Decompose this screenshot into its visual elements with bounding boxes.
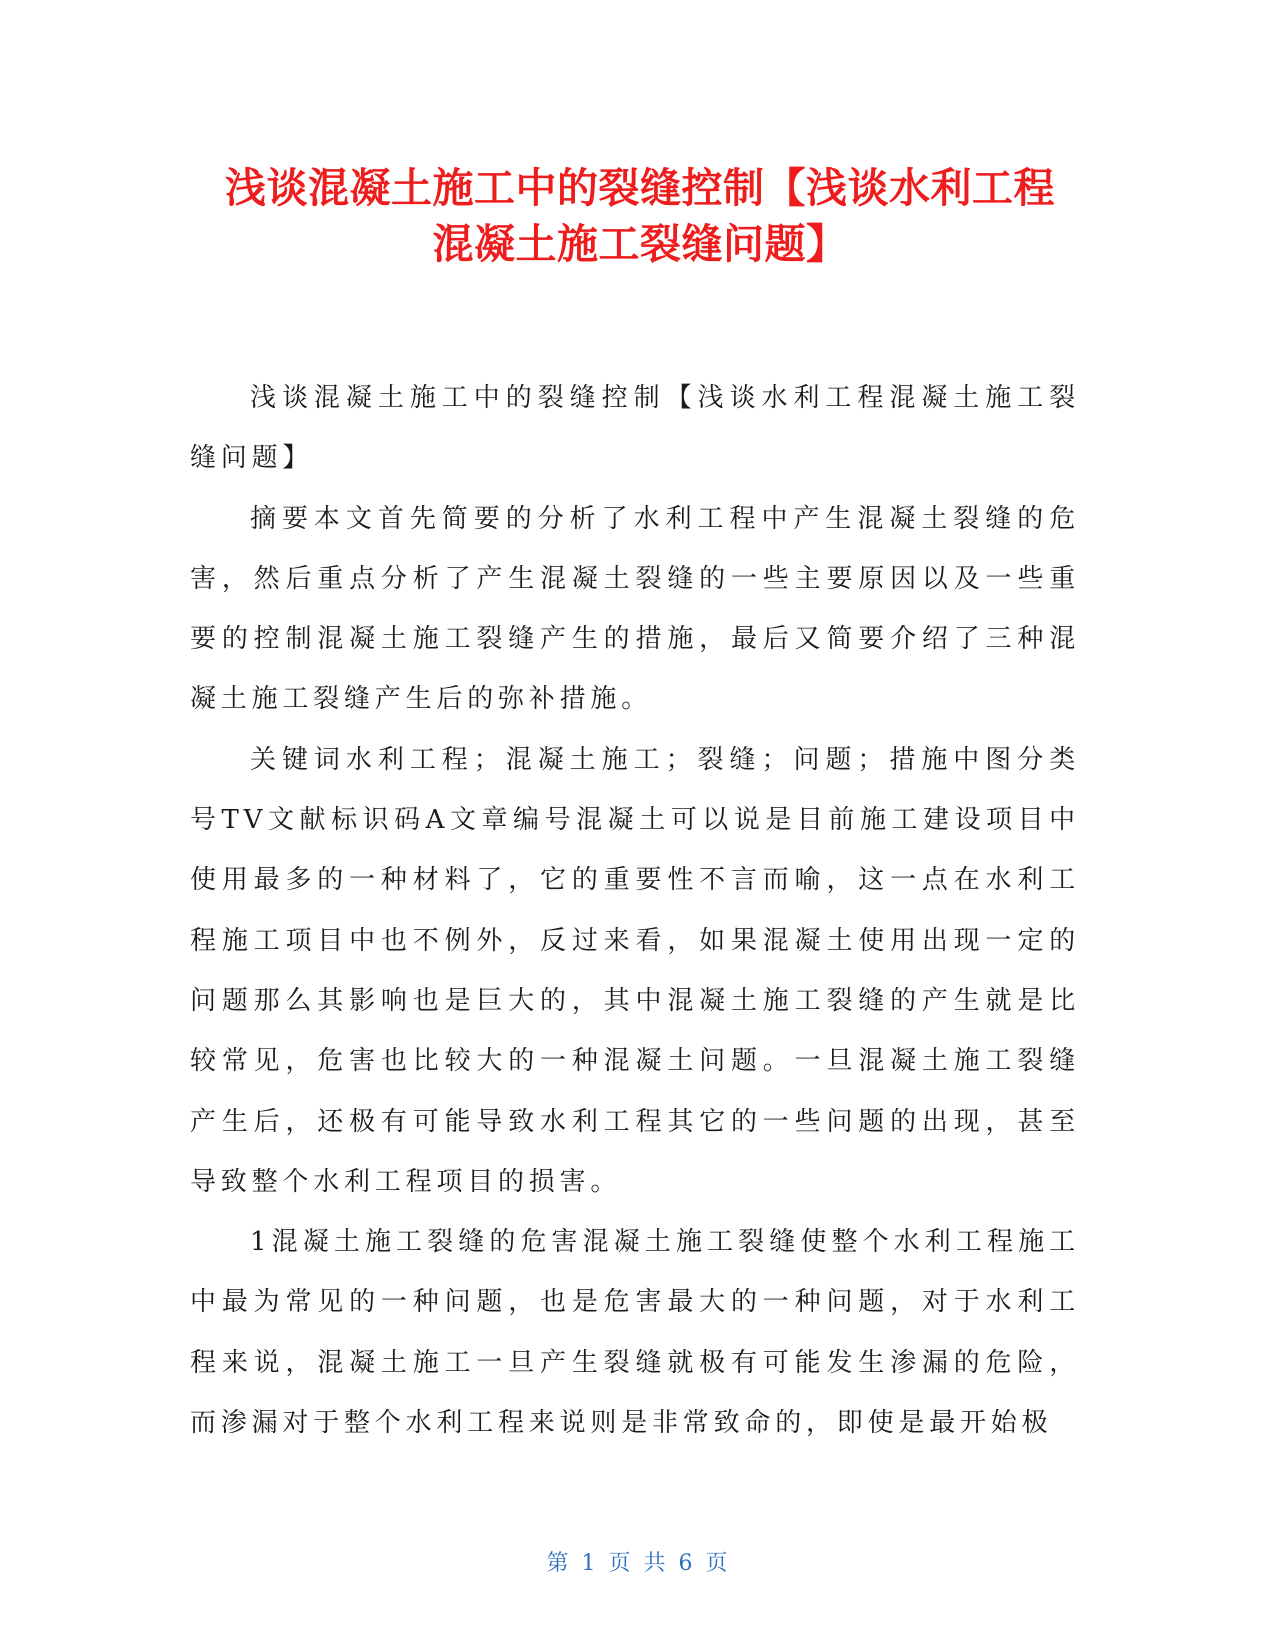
page-number-footer — [0, 1546, 1275, 1577]
footer-current-page: 1 — [581, 1551, 597, 1576]
footer-page-word: 页 — [608, 1551, 632, 1576]
paragraph-abstract: 摘要本文首先简要的分析了水利工程中产生混凝土裂缝的危害，然后重点分析了产生混凝土裂缝的一些主要原因以及一些重要的控制混凝土施工裂缝产生的措施，最后又简要介绍了三种混凝土施工裂缝产生后的弥补措施。 — [190, 503, 1080, 715]
title-line-2: 混凝土施工裂缝问题】 — [432, 220, 848, 268]
paragraph-heading-repeat: 浅谈混凝土施工中的裂缝控制【浅谈水利工程混凝土施工裂缝问题】 — [190, 383, 1080, 474]
footer-total-prefix: 共 — [643, 1551, 667, 1576]
title-line-1: 浅谈混凝土施工中的裂缝控制【浅谈水利工程 — [225, 164, 1055, 212]
paragraph-section-1: 1混凝土施工裂缝的危害混凝土施工裂缝使整个水利工程施工中最为常见的一种问题，也是危害最大的一种问题，对于水利工程来说，混凝土施工一旦产生裂缝就极有可能发生渗漏的危险，而渗漏对于整个水利工程来说则是非常致命的，即使是最开始极 — [190, 1227, 1080, 1439]
paragraph-keywords-intro: 关键词水利工程；混凝土施工；裂缝；问题；措施中图分类号TV文献标识码A文章编号混凝土可以说是目前施工建设项目中使用最多的一种材料了，它的重要性不言而喻，这一点在水利工程施工项目中也不例外，反过来看，如果混凝土使用出现一定的问题那么其影响也是巨大的，其中混凝土施工裂缝的产生就是比较常见，危害也比较大的一种混凝土问题。一旦混凝土施工裂缝产生后，还极有可能导致水利工程其它的一些问题的出现，甚至导致整个水利工程项目的损害。 — [190, 744, 1080, 1197]
footer-total-pages: 6 — [678, 1551, 694, 1576]
document-body — [190, 368, 1080, 1453]
footer-prefix: 第 — [546, 1551, 570, 1576]
document-title — [160, 160, 1120, 272]
footer-suffix: 页 — [705, 1551, 729, 1576]
